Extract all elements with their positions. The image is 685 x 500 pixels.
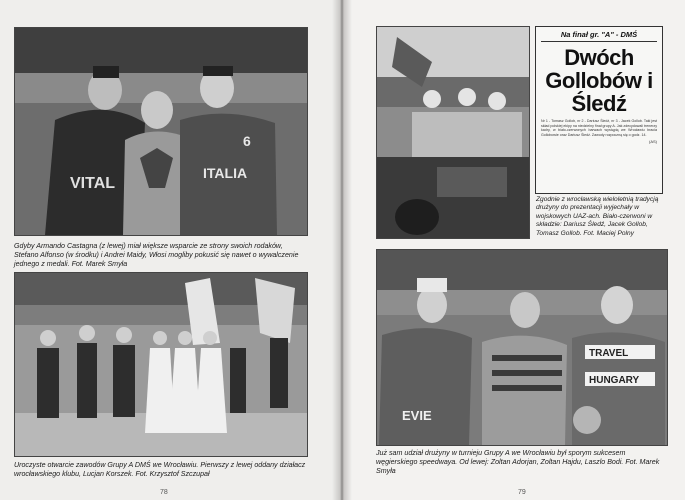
clipping-body: Nr 1 - Tomasz Gollob, nr 2 - Dariusz Śledź, nr 3 - Jacek Gollob. Taki jest skład polskiej ekipy na niedzielny finał grupy A. Jak zdecydowali trenerzy kadry, w biało-czerwonych barwach wystąpią we Wrocławiu bracia Gollobowie oraz Dariusz Śledź. Zawody rozpoczną się o godz. 14. bbox=[541, 119, 657, 137]
photo-opening-ceremony bbox=[14, 272, 308, 457]
caption-opening-ceremony: Uroczyste otwarcie zawodów Grupy A DMŚ we Wrocławiu. Pierwszy z lewej oddany działacz wrocławskiego klubu, Lucjan Korszek. Fot. Krzysztof Szczupał bbox=[14, 461, 306, 478]
book-gutter bbox=[332, 0, 352, 500]
svg-text:EVIE: EVIE bbox=[402, 408, 432, 423]
newspaper-clipping bbox=[535, 26, 663, 194]
svg-text:HUNGARY: HUNGARY bbox=[589, 375, 640, 386]
caption-italian-riders: Gdyby Armando Castagna (z lewej) miał większe wsparcie ze strony swoich rodaków, Stefano Alfonso (w środku) i Andrei Maidy, Włosi mogliby pokusić się nawet o wywalczenie jednego z medali. Fot. Marek Smyła bbox=[14, 242, 299, 268]
clipping-kicker: Na finał gr. "A" - DMŚ bbox=[541, 30, 657, 42]
page-number-left: 78 bbox=[160, 489, 168, 496]
clipping-source: (AS) bbox=[649, 139, 657, 145]
svg-text:ITALIA: ITALIA bbox=[203, 165, 248, 181]
caption-hungarian-riders: Już sam udział drużyny w turnieju Grupy A we Wrocławiu był sporym sukcesem węgierskiego speedwaya. Od lewej: Zoltan Adorjan, Zoltan Hajdu, Laszlo Bodi. Fot. Marek Smyła bbox=[376, 449, 660, 475]
svg-text:VITAL: VITAL bbox=[70, 175, 116, 192]
page-number-right: 79 bbox=[518, 489, 526, 496]
photo-hungarian-riders bbox=[376, 249, 668, 446]
photo-team-car bbox=[376, 26, 530, 239]
caption-team-car: Zgodnie z wrocławską wieloletnią tradycją drużyny do prezentacji wyjechały w wojskowych UAZ-ach. Biało-czerwoni w składzie: Dariusz Śledź, Jacek Gollob, Tomasz Gollob. Fot. Maciej Polny bbox=[536, 196, 659, 237]
photo-italian-riders bbox=[14, 27, 308, 236]
svg-text:TRAVEL: TRAVEL bbox=[589, 348, 629, 359]
svg-text:6: 6 bbox=[243, 133, 251, 149]
clipping-headline: Dwóch Gollobów i Śledź bbox=[545, 45, 653, 116]
